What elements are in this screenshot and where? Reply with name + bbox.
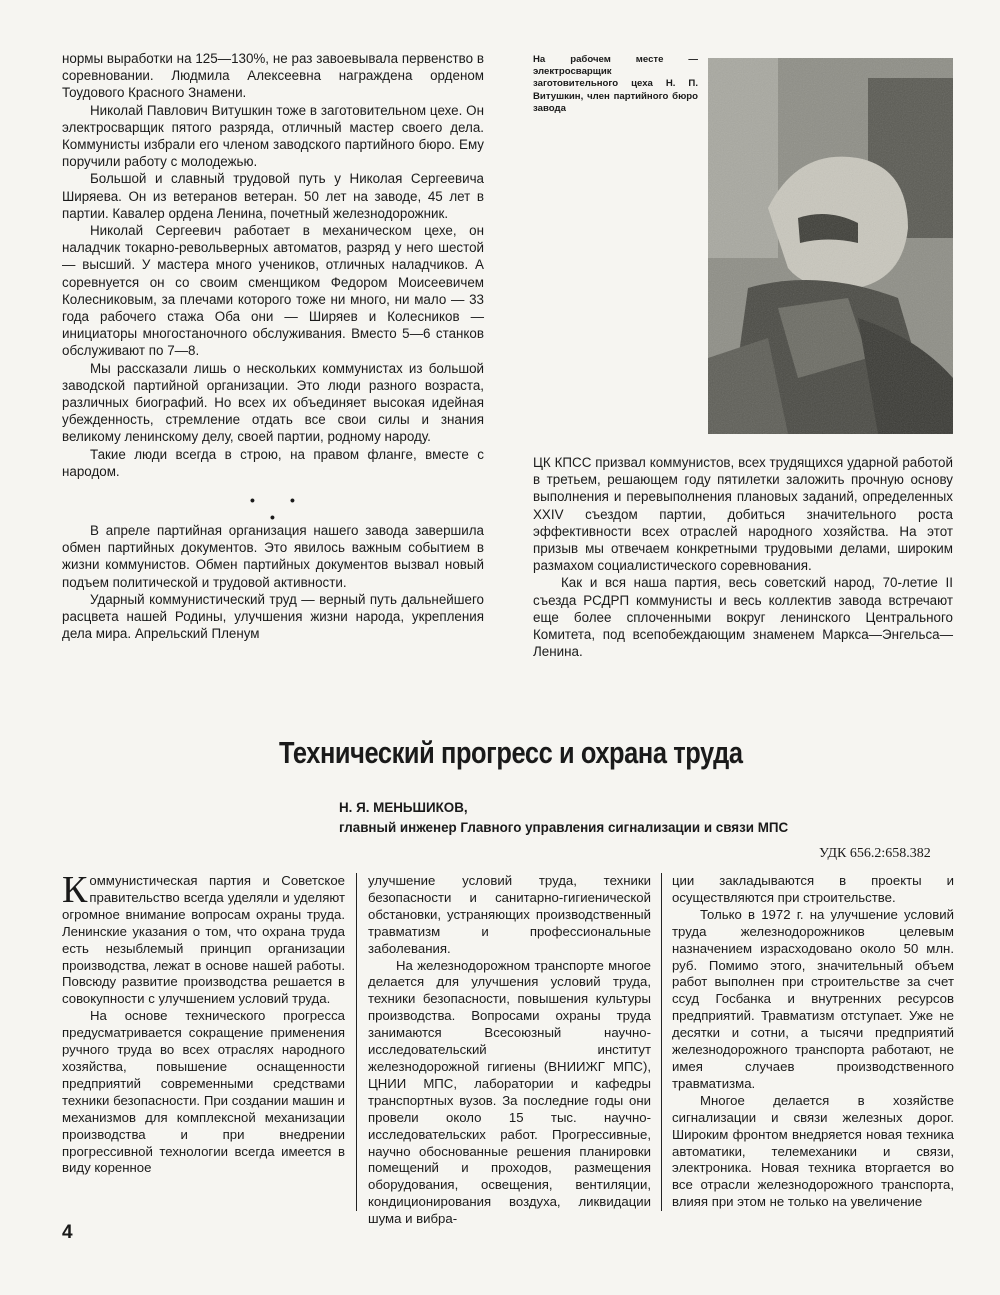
udk-code: УДК 656.2:658.382: [819, 846, 931, 861]
article-column-1: [62, 869, 345, 1177]
paragraph: На основе технического прогресса предусматривается сокращение применения ручного труда во всех отраслях народного хозяйства, повышение оснащенности предприятий современными средствами техники безопасности. При создании машин и механизмов для комплексной механизации производства и при внедрении прогрессивной технологии всегда имеется в виду коренное: [62, 1008, 345, 1176]
paragraph: Как и вся наша партия, весь советский народ, 70-летие II съезда РСДРП коммунисты и весь коллектив завода встречают еще более сплоченными вокруг ленинского Центрального Комитета, под всепобеждающим знаменем Маркса—Энгельса—Ленина.: [533, 575, 953, 660]
article-column-2: [368, 873, 651, 1228]
paragraph: Николай Сергеевич работает в механическом цехе, он наладчик токарно-револьверных автоматов, разряд у него шестой — высший. У мастера много учеников, отличных наладчиков. А соревнуется он со своим сменщиком Федором Моисеевичем Колесниковым, за плечами которого тоже ни много, ни мало — 33 года рабочего стажа Оба они — Ширяев и Колесников — инициаторы многостаночного обслуживания. Вместо 5—6 станков обслуживают по 7—8.: [62, 223, 484, 359]
photo-welder: [708, 58, 953, 434]
photo-image: [708, 58, 953, 434]
column-divider: [356, 873, 357, 1211]
article-title: Технический прогресс и охрана труда: [278, 735, 743, 770]
article-author: [339, 798, 788, 838]
paragraph: Ударный коммунистический труд — верный путь дальнейшего расцвета нашей Родины, улучшения жизни народа, укрепления дела мира. Апрельский Пленум: [62, 591, 484, 642]
paragraph: В апреле партийная организация нашего завода завершила обмен партийных документов. Это явилось важным событием в жизни коммунистов. Обмен партийных документов вызвал новый подъем политической и трудовой активности.: [62, 523, 484, 590]
author-name: Н. Я. МЕНЬШИКОВ,: [339, 800, 468, 815]
paragraph: [62, 869, 345, 1008]
paragraph: нормы выработки на 125—130%, не раз завоевывала первенство в соревновании. Людмила Алексеевна награждена орденом Тоудового Красного Знамени.: [62, 51, 484, 101]
paragraph: ции закладываются в проекты и осуществляются при строительстве.: [672, 873, 954, 905]
asterism-star: •: [290, 492, 295, 508]
paragraph: Большой и славный трудовой путь у Николая Сергеевича Ширяева. Он из ветеранов ветеран. 50 лет на заводе, 45 лет в партии. Кавалер ордена Ленина, почетный железнодорожник.: [62, 171, 484, 221]
asterism-star: •: [270, 509, 275, 525]
paragraph-text: оммунистическая партия и Советское правительство всегда уделяли и уделяют огромное внимание вопросам охраны труда. Ленинские указания о том, что охрана труда есть незыблемый принцип организации производства, лежат в основе нашей работы. Повсюду развитие производства решается в совокупности с улучшением условий труда.: [62, 873, 345, 1007]
paragraph: Мы рассказали лишь о нескольких коммунистах из большой заводской партийной организации. Это люди разного возраста, различных биографий. Но всех их объединяет высокая идейная убежденность, стремление отдать все свои силы и знания великому ленинскому делу, своей партии, родному народу.: [62, 360, 484, 445]
article-column-3: [672, 873, 954, 1211]
asterism-star: •: [250, 492, 255, 508]
paragraph: улучшение условий труда, техники безопасности и санитарно-гигиенической обстановки, устраняющих производственный травматизм и профессиональные заболевания.: [368, 873, 651, 956]
page-number: 4: [62, 1222, 73, 1243]
column-divider: [661, 873, 662, 1211]
paragraph: ЦК КПСС призвал коммунистов, всех трудящихся ударной работой в третьем, решающем году пятилетки заложить прочную основу выполнения и перевыполнения плановых заданий, определенных XXIV съездом партии, добиться значительного роста эффективности всех отраслей народного хозяйства. На этот призыв мы отвечаем конкретными трудовыми делами, широким размахом социалистического соревнования.: [533, 455, 953, 574]
top-left-column: [62, 50, 484, 643]
paragraph: Такие люди всегда в строю, на правом фланге, вместе с народом.: [62, 446, 484, 479]
author-position: главный инженер Главного управления сигнализации и связи МПС: [339, 820, 789, 835]
paragraph: Николай Павлович Витушкин тоже в заготовительном цехе. Он электросварщик пятого разряда, отличный мастер своего дела. Коммунисты избрали его членом заводского партийного бюро. Ему поручили работу с молодежью.: [62, 102, 484, 170]
paragraph: Многое делается в хозяйстве сигнализации и связи железных дорог. Широким фронтом внедряется новая техника автоматики, телемеханики и связи, электроника. Новая техника вторгается во все отрасли железнодорожного транспорта, влияя при этом не только на увеличение: [672, 1092, 954, 1210]
paragraph: На железнодорожном транспорте многое делается для улучшения условий труда, техники безопасности, повышения культуры производства. Вопросами охраны труда занимаются Всесоюзный научно-исследовательский институт железнодорожной гигиены (ВНИИЖГ МПС), ЦНИИ МПС, лаборатории и кафедры транспортных вузов. За последние годы они провели около 15 тыс. научно-исследовательских работ. Прогрессивные, научно обоснованные решения планировки помещений и проходов, размещения оборудования, освещения, вентиляции, кондиционирования воздуха, ликвидации шума и вибра-: [368, 957, 651, 1227]
drop-cap: К: [62, 869, 88, 911]
top-right-column: [533, 454, 953, 660]
paragraph: Только в 1972 г. на улучшение условий труда железнодорожников целевым назначением израсходовано около 50 млн. руб. Помимо этого, значительный объем работ выполнен при строительстве за счет ссуд Госбанка и внутренних ресурсов предприятий. Травматизм отступает. Уже не десятки и сотни, а тысячи предприятий железнодорожного транспорта работают, не имея случаев производственного травматизма.: [672, 906, 954, 1091]
photo-caption: На рабочем месте — электросварщик заготовительного цеха Н. П. Витушкин, член партийного бюро завода: [533, 54, 698, 114]
